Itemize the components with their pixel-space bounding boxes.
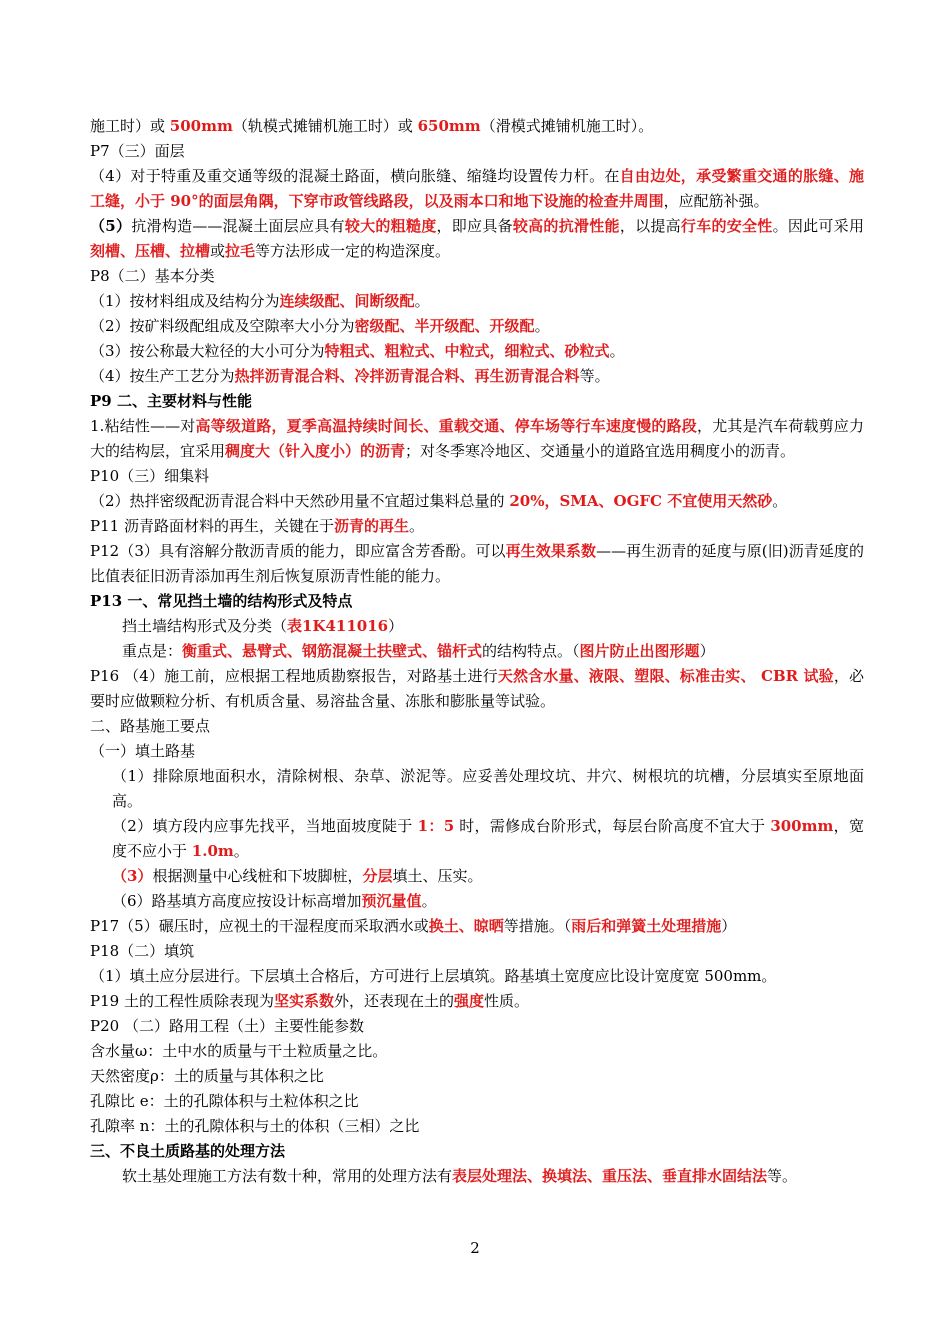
paragraph <box>90 589 864 614</box>
highlight-text: 坚实系数 <box>273 992 334 1010</box>
highlight-text: 1.0m <box>191 842 234 860</box>
text-run: （2）热拌密级配沥青混合料中天然砂用量不宜超过集料总量的 <box>90 492 510 510</box>
text-run: 时，需修成台阶形式，每层台阶高度不宜大于 <box>454 817 771 835</box>
text-run: 。 <box>233 842 249 860</box>
text-run: 的结构特点。（ <box>482 642 580 660</box>
highlight-text: 沥青的再生 <box>333 517 409 535</box>
highlight-text: 换土、晾晒 <box>428 917 504 935</box>
text-run: （2）填方段内应事先找平，当地面坡度陡于 <box>112 817 418 835</box>
highlight-text: 650mm <box>417 117 481 135</box>
highlight-text: 衡重式、悬臂式、钢筋混凝土扶壁式、锚杆式 <box>182 642 483 660</box>
text-run: 抗滑构造——混凝土面层应具有 <box>131 217 345 235</box>
text-run: ，尤其是汽车荷载剪应力大的结构层，宜采用 <box>90 417 864 460</box>
bold-text: （5） <box>90 217 132 235</box>
highlight-text: 20%，SMA、OGFC 不宜使用天然砂 <box>509 492 773 510</box>
text-run: （4）按生产工艺分为 <box>90 367 235 385</box>
paragraph <box>90 364 864 389</box>
text-run: 等。 <box>767 1167 798 1185</box>
text-run: ，即应具备 <box>436 217 513 235</box>
paragraph <box>90 1089 864 1114</box>
text-run: ——再生沥青的延度与原(旧)沥青延度的比值表征旧沥青添加再生剂后恢复原沥青性能的能力。 <box>90 542 864 585</box>
highlight-text: 天然含水量、液限、塑限、标准击实、 CBR 试验 <box>497 667 834 685</box>
highlight-text: 图片防止出图形题 <box>579 642 700 660</box>
highlight-text: 1：5 <box>417 817 455 835</box>
paragraph <box>90 814 864 864</box>
highlight-text: 预沉量值 <box>361 892 422 910</box>
highlight-text: 行车的安全性 <box>680 217 773 235</box>
highlight-text: 热拌沥青混合料、冷拌沥青混合料、再生沥青混合料 <box>234 367 580 385</box>
paragraph <box>90 889 864 914</box>
text-run: ，宽度不应小于 <box>112 817 864 860</box>
paragraph <box>90 414 864 464</box>
paragraph <box>90 489 864 514</box>
paragraph <box>90 1039 864 1064</box>
text-run: 施工时）或 <box>90 117 170 135</box>
text-run: 重点是： <box>122 642 183 660</box>
text-run: P16 （4）施工前，应根据工程地质勘察报告，对路基土进行 <box>90 667 498 685</box>
text-run: ，应配筋补强。 <box>663 192 769 210</box>
text-run: ） <box>699 642 715 660</box>
text-run: 性质。 <box>484 992 530 1010</box>
highlight-text: 300mm <box>770 817 834 835</box>
paragraph <box>90 1064 864 1089</box>
text-run: 二、路基施工要点 <box>90 717 211 735</box>
bold-text: 三、不良土质路基的处理方法 <box>90 1142 286 1160</box>
text-run: （1）按材料组成及结构分为 <box>90 292 280 310</box>
paragraph <box>90 914 864 939</box>
text-run: P12（3）具有溶解分散沥青质的能力，即应富含芳香酚。可以 <box>90 542 506 560</box>
text-run: （2）按矿料级配组成及空隙率大小分为 <box>90 317 355 335</box>
paragraph <box>90 389 864 414</box>
highlight-text: 500mm <box>169 117 233 135</box>
paragraph <box>90 164 864 214</box>
paragraph <box>90 1114 864 1139</box>
highlight-text: 高等级道路，夏季高温持续时间长、重载交通、停车场等行车速度慢的路段 <box>195 417 698 435</box>
text-run: P11 沥青路面材料的再生，关键在于 <box>90 517 334 535</box>
paragraph <box>90 739 864 764</box>
text-run: 等。 <box>579 367 610 385</box>
paragraph <box>90 639 864 664</box>
paragraph <box>90 939 864 964</box>
text-run: （6）路基填方高度应按设计标高增加 <box>112 892 362 910</box>
text-run: 。因此可采用 <box>772 217 864 235</box>
highlight-text: 稠度大（针入度小）的沥青 <box>225 442 406 460</box>
text-run: （1）排除原地面积水，清除树根、杂草、淤泥等。应妥善处理坟坑、井穴、树根坑的坑槽，分层填实至原地面高。 <box>112 767 864 810</box>
text-run: （轨模式摊铺机施工时）或 <box>232 117 418 135</box>
text-run: ，以提高 <box>619 217 681 235</box>
highlight-text: 雨后和弹簧土处理措施 <box>571 917 722 935</box>
text-run: 孔隙率 n：土的孔隙体积与土的体积（三相）之比 <box>90 1117 420 1135</box>
highlight-text: 分层 <box>362 867 393 885</box>
text-run: 。 <box>609 342 625 360</box>
text-run: 天然密度ρ：土的质量与其体积之比 <box>90 1067 324 1085</box>
paragraph <box>90 1139 864 1164</box>
text-run: ） <box>388 617 404 635</box>
text-run: P18（二）填筑 <box>90 942 195 960</box>
highlight-text: 自由边处，承受繁重交通的胀缝、施工缝，小于 90°的面层角隅，下穿市政管线路段，以及雨本口和地下设施的检查井周围 <box>90 167 864 210</box>
text-run: 或 <box>210 242 226 260</box>
text-run: 。 <box>534 317 550 335</box>
highlight-text: 刻槽、压槽、拉槽 <box>90 242 211 260</box>
text-run: （一）填土路基 <box>90 742 196 760</box>
highlight-text: 密级配、半开级配、开级配 <box>354 317 535 335</box>
paragraph <box>90 314 864 339</box>
highlight-text: 拉毛 <box>225 242 256 260</box>
text-run: ） <box>721 917 737 935</box>
paragraph <box>90 289 864 314</box>
text-run: （1）填土应分层进行。下层填土合格后，方可进行上层填筑。路基填土宽度应比设计宽度宽 500mm。 <box>90 967 777 985</box>
text-run: P17（5）碾压时，应视土的干湿程度而采取洒水或 <box>90 917 429 935</box>
paragraph <box>90 539 864 589</box>
text-run: （滑模式摊铺机施工时）。 <box>480 117 654 135</box>
text-run: （3）按公称最大粒径的大小可分为 <box>90 342 325 360</box>
highlight-text: （3） <box>112 867 153 885</box>
text-run: 根据测量中心线桩和下坡脚桩， <box>152 867 363 885</box>
text-run: ；对冬季寒冷地区、交通量小的道路宜选用稠度小的沥青。 <box>405 442 796 460</box>
highlight-text: 特粗式、粗粒式、中粒式，细粒式、砂粒式 <box>324 342 610 360</box>
paragraph <box>90 664 864 714</box>
bold-text: P9 二、主要材料与性能 <box>90 392 252 410</box>
paragraph <box>90 214 864 264</box>
paragraph <box>90 614 864 639</box>
highlight-text: 连续级配、间断级配 <box>279 292 415 310</box>
text-run: 含水量ω：土中水的质量与干土粒质量之比。 <box>90 1042 388 1060</box>
paragraph <box>90 964 864 989</box>
text-run: P7（三）面层 <box>90 142 185 160</box>
text-run: P19 土的工程性质除表现为 <box>90 992 274 1010</box>
paragraph <box>90 139 864 164</box>
paragraph <box>90 1164 864 1189</box>
paragraph <box>90 1014 864 1039</box>
paragraph <box>90 864 864 889</box>
text-run: 等措施。（ <box>503 917 572 935</box>
text-run: ，必要时应做颗粒分析、有机质含量、易溶盐含量、冻胀和膨胀量等试验。 <box>90 667 864 710</box>
text-run: 。 <box>421 892 437 910</box>
text-run: 。 <box>408 517 424 535</box>
paragraph <box>90 339 864 364</box>
text-run: P10（三）细集料 <box>90 467 210 485</box>
text-run: （4）对于特重及重交通等级的混凝土路面，横向胀缝、缩缝均设置传力杆。在 <box>90 167 620 185</box>
text-run: 挡土墙结构形式及分类（ <box>122 617 288 635</box>
highlight-text: 再生效果系数 <box>505 542 597 560</box>
paragraph <box>90 514 864 539</box>
highlight-text: 较高的抗滑性能 <box>512 217 620 235</box>
highlight-text: 较大的粗糙度 <box>344 217 437 235</box>
paragraph <box>90 264 864 289</box>
highlight-text: 表层处理法、换填法、重压法、垂直排水固结法 <box>452 1167 768 1185</box>
text-run: 软土基处理施工方法有数十种，常用的处理方法有 <box>122 1167 453 1185</box>
text-run: 。 <box>772 492 788 510</box>
text-run: P20 （二）路用工程（土）主要性能参数 <box>90 1017 364 1035</box>
text-run: 等方法形成一定的构造深度。 <box>255 242 451 260</box>
highlight-text: 强度 <box>453 992 484 1010</box>
text-run: 1.粘结性——对 <box>90 417 196 435</box>
paragraph <box>90 764 864 814</box>
bold-text: P13 一、常见挡土墙的结构形式及特点 <box>90 592 353 610</box>
text-run: 外，还表现在土的 <box>333 992 454 1010</box>
text-run: P8（二）基本分类 <box>90 267 215 285</box>
document-body <box>90 114 864 1189</box>
text-run: 。 <box>414 292 430 310</box>
paragraph <box>90 114 864 139</box>
paragraph <box>90 714 864 739</box>
text-run: 孔隙比 e：土的孔隙体积与土粒体积之比 <box>90 1092 359 1110</box>
page-number: 2 <box>470 1239 480 1257</box>
paragraph <box>90 464 864 489</box>
highlight-text: 表1K411016 <box>287 617 389 635</box>
paragraph <box>90 989 864 1014</box>
text-run: 填土、压实。 <box>392 867 483 885</box>
